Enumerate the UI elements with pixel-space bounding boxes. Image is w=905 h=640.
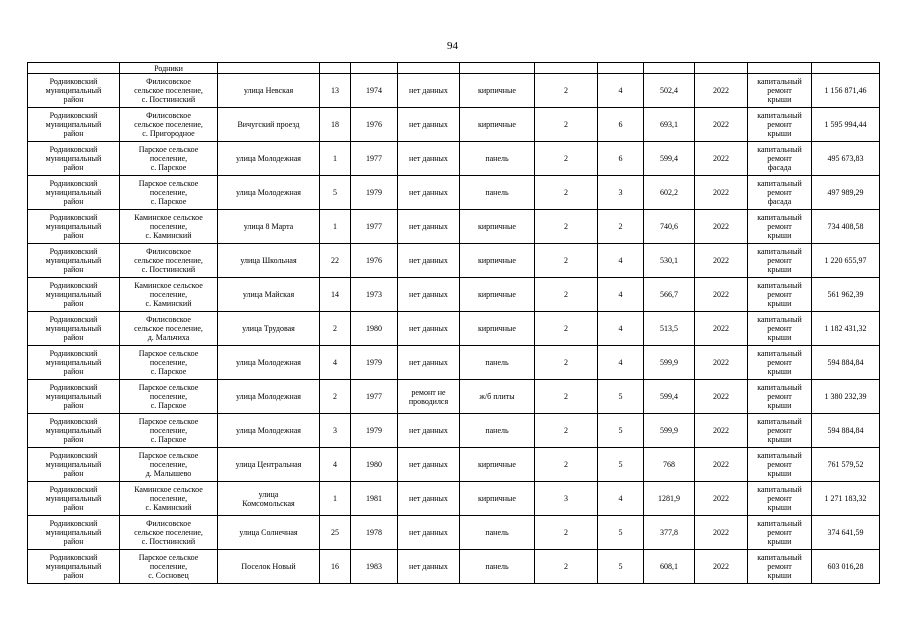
cell-cost: 761 579,52: [812, 448, 880, 482]
cell-cost: 561 962,39: [812, 278, 880, 312]
cell-year: 1977: [351, 380, 398, 414]
table-row: [28, 550, 880, 584]
cell-house: 1: [320, 142, 351, 176]
table-row: [28, 176, 880, 210]
cell-cost: 1 380 232,39: [812, 380, 880, 414]
cell-entrances: 4: [598, 482, 644, 516]
cell-repair-info: нет данных: [398, 550, 460, 584]
cell-repair-info: нет данных: [398, 74, 460, 108]
cell-walls: ж/б плиты: [460, 380, 535, 414]
cell-area: 602,2: [644, 176, 695, 210]
cell-plan-year: 2022: [695, 176, 748, 210]
cell-floors: 2: [535, 244, 598, 278]
cell-repair-info: нет данных: [398, 414, 460, 448]
cell-year: 1979: [351, 414, 398, 448]
cell-work: капитальный ремонт крыши: [748, 244, 812, 278]
table-body: [28, 63, 880, 584]
cell-walls: кирпичные: [460, 108, 535, 142]
cell-settlement: Каминское сельское поселение, с. Каминский: [120, 210, 218, 244]
cell-entrances: 5: [598, 380, 644, 414]
cell-settlement: Парское сельское поселение, с. Парское: [120, 176, 218, 210]
cell-district: Родниковский муниципальный район: [28, 244, 120, 278]
cell-house: 16: [320, 550, 351, 584]
cell-street: улица Невская: [218, 74, 320, 108]
table-row: [28, 346, 880, 380]
cell-floors: 2: [535, 176, 598, 210]
header-cell: [598, 63, 644, 74]
cell-entrances: 3: [598, 176, 644, 210]
cell-floors: 2: [535, 142, 598, 176]
cell-year: 1978: [351, 516, 398, 550]
cell-walls: кирпичные: [460, 482, 535, 516]
cell-district: Родниковский муниципальный район: [28, 108, 120, 142]
cell-cost: 1 220 655,97: [812, 244, 880, 278]
cell-repair-info: нет данных: [398, 210, 460, 244]
cell-walls: панель: [460, 516, 535, 550]
cell-district: Родниковский муниципальный район: [28, 176, 120, 210]
cell-district: Родниковский муниципальный район: [28, 414, 120, 448]
cell-plan-year: 2022: [695, 74, 748, 108]
cell-floors: 2: [535, 278, 598, 312]
table-row: [28, 312, 880, 346]
cell-area: 599,4: [644, 380, 695, 414]
cell-area: 768: [644, 448, 695, 482]
cell-house: 2: [320, 380, 351, 414]
cell-plan-year: 2022: [695, 414, 748, 448]
cell-house: 1: [320, 210, 351, 244]
cell-entrances: 4: [598, 346, 644, 380]
cell-floors: 2: [535, 550, 598, 584]
cell-plan-year: 2022: [695, 380, 748, 414]
cell-settlement: Филисовское сельское поселение, с. Постнинский: [120, 74, 218, 108]
cell-cost: 594 884,84: [812, 414, 880, 448]
cell-floors: 2: [535, 210, 598, 244]
cell-work: капитальный ремонт фасада: [748, 142, 812, 176]
cell-year: 1979: [351, 176, 398, 210]
cell-cost: 497 989,29: [812, 176, 880, 210]
cell-plan-year: 2022: [695, 108, 748, 142]
cell-cost: 603 016,28: [812, 550, 880, 584]
cell-walls: кирпичные: [460, 210, 535, 244]
header-cell: [351, 63, 398, 74]
cell-plan-year: 2022: [695, 448, 748, 482]
table-row: [28, 210, 880, 244]
cell-entrances: 6: [598, 142, 644, 176]
housing-repair-table: [27, 62, 880, 584]
cell-entrances: 6: [598, 108, 644, 142]
cell-plan-year: 2022: [695, 312, 748, 346]
cell-work: капитальный ремонт крыши: [748, 278, 812, 312]
cell-cost: 495 673,83: [812, 142, 880, 176]
cell-cost: 1 182 431,32: [812, 312, 880, 346]
cell-area: 693,1: [644, 108, 695, 142]
cell-repair-info: нет данных: [398, 278, 460, 312]
table-header-row: [28, 63, 880, 74]
cell-walls: кирпичные: [460, 244, 535, 278]
cell-work: капитальный ремонт крыши: [748, 482, 812, 516]
cell-settlement: Парское сельское поселение, с. Сосновец: [120, 550, 218, 584]
header-cell: [28, 63, 120, 74]
cell-settlement: Парское сельское поселение, с. Парское: [120, 142, 218, 176]
cell-plan-year: 2022: [695, 516, 748, 550]
cell-year: 1977: [351, 210, 398, 244]
cell-year: 1974: [351, 74, 398, 108]
cell-walls: кирпичные: [460, 278, 535, 312]
cell-work: капитальный ремонт крыши: [748, 414, 812, 448]
cell-plan-year: 2022: [695, 142, 748, 176]
cell-plan-year: 2022: [695, 550, 748, 584]
header-cell: [644, 63, 695, 74]
cell-street: улица Майская: [218, 278, 320, 312]
cell-settlement: Парское сельское поселение, д. Малышево: [120, 448, 218, 482]
cell-year: 1973: [351, 278, 398, 312]
table-row: [28, 244, 880, 278]
cell-entrances: 2: [598, 210, 644, 244]
cell-district: Родниковский муниципальный район: [28, 142, 120, 176]
table-row: [28, 108, 880, 142]
table-row: [28, 380, 880, 414]
table-row: [28, 482, 880, 516]
cell-work: капитальный ремонт крыши: [748, 312, 812, 346]
cell-entrances: 5: [598, 448, 644, 482]
cell-work: капитальный ремонт крыши: [748, 448, 812, 482]
cell-cost: 1 595 994,44: [812, 108, 880, 142]
cell-year: 1977: [351, 142, 398, 176]
cell-settlement: Филисовское сельское поселение, с. Постнинский: [120, 244, 218, 278]
cell-district: Родниковский муниципальный район: [28, 550, 120, 584]
cell-settlement: Филисовское сельское поселение, с. Постнинский: [120, 516, 218, 550]
cell-house: 5: [320, 176, 351, 210]
cell-street: улица 8 Марта: [218, 210, 320, 244]
table-row: [28, 414, 880, 448]
cell-area: 599,9: [644, 414, 695, 448]
cell-repair-info: нет данных: [398, 176, 460, 210]
cell-settlement: Филисовское сельское поселение, д. Мальчиха: [120, 312, 218, 346]
cell-house: 1: [320, 482, 351, 516]
cell-repair-info: нет данных: [398, 312, 460, 346]
header-cell: [398, 63, 460, 74]
cell-street: Поселок Новый: [218, 550, 320, 584]
cell-walls: кирпичные: [460, 312, 535, 346]
cell-house: 13: [320, 74, 351, 108]
cell-entrances: 4: [598, 278, 644, 312]
cell-floors: 2: [535, 312, 598, 346]
cell-floors: 3: [535, 482, 598, 516]
cell-work: капитальный ремонт крыши: [748, 380, 812, 414]
cell-work: капитальный ремонт крыши: [748, 346, 812, 380]
cell-plan-year: 2022: [695, 278, 748, 312]
cell-work: капитальный ремонт крыши: [748, 550, 812, 584]
cell-settlement: Парское сельское поселение, с. Парское: [120, 414, 218, 448]
cell-settlement: Каминское сельское поселение, с. Каминский: [120, 278, 218, 312]
cell-repair-info: нет данных: [398, 482, 460, 516]
cell-district: Родниковский муниципальный район: [28, 312, 120, 346]
cell-district: Родниковский муниципальный район: [28, 278, 120, 312]
cell-area: 513,5: [644, 312, 695, 346]
table-row: [28, 142, 880, 176]
cell-area: 599,9: [644, 346, 695, 380]
cell-street: улица Школьная: [218, 244, 320, 278]
cell-cost: 1 271 183,32: [812, 482, 880, 516]
cell-house: 25: [320, 516, 351, 550]
cell-district: Родниковский муниципальный район: [28, 346, 120, 380]
cell-area: 599,4: [644, 142, 695, 176]
cell-house: 22: [320, 244, 351, 278]
cell-area: 377,8: [644, 516, 695, 550]
cell-repair-info: ремонт не проводился: [398, 380, 460, 414]
header-cell: [535, 63, 598, 74]
cell-entrances: 5: [598, 414, 644, 448]
cell-walls: панель: [460, 142, 535, 176]
cell-repair-info: нет данных: [398, 346, 460, 380]
cell-repair-info: нет данных: [398, 142, 460, 176]
table-row: [28, 516, 880, 550]
cell-district: Родниковский муниципальный район: [28, 74, 120, 108]
cell-area: 1281,9: [644, 482, 695, 516]
cell-cost: 1 156 871,46: [812, 74, 880, 108]
cell-district: Родниковский муниципальный район: [28, 516, 120, 550]
cell-settlement: Парское сельское поселение, с. Парское: [120, 346, 218, 380]
header-cell: [812, 63, 880, 74]
cell-house: 14: [320, 278, 351, 312]
cell-cost: 594 884,84: [812, 346, 880, 380]
table-row: [28, 278, 880, 312]
cell-entrances: 4: [598, 312, 644, 346]
cell-floors: 2: [535, 448, 598, 482]
cell-entrances: 4: [598, 74, 644, 108]
header-cell: [460, 63, 535, 74]
cell-street: улица Молодежная: [218, 346, 320, 380]
cell-street: улица Молодежная: [218, 142, 320, 176]
cell-area: 530,1: [644, 244, 695, 278]
cell-work: капитальный ремонт крыши: [748, 516, 812, 550]
cell-work: капитальный ремонт крыши: [748, 108, 812, 142]
cell-floors: 2: [535, 380, 598, 414]
cell-year: 1980: [351, 448, 398, 482]
cell-street: улица Молодежная: [218, 414, 320, 448]
cell-district: Родниковский муниципальный район: [28, 448, 120, 482]
header-cell: [218, 63, 320, 74]
cell-plan-year: 2022: [695, 244, 748, 278]
cell-cost: 374 641,59: [812, 516, 880, 550]
cell-work: капитальный ремонт фасада: [748, 176, 812, 210]
cell-district: Родниковский муниципальный район: [28, 210, 120, 244]
cell-area: 740,6: [644, 210, 695, 244]
cell-floors: 2: [535, 108, 598, 142]
cell-repair-info: нет данных: [398, 448, 460, 482]
cell-year: 1979: [351, 346, 398, 380]
cell-floors: 2: [535, 346, 598, 380]
cell-year: 1976: [351, 244, 398, 278]
header-cell: [748, 63, 812, 74]
cell-cost: 734 408,58: [812, 210, 880, 244]
page-number: 94: [447, 40, 458, 52]
cell-walls: кирпичные: [460, 448, 535, 482]
cell-area: 608,1: [644, 550, 695, 584]
cell-year: 1981: [351, 482, 398, 516]
cell-street: улица Центральная: [218, 448, 320, 482]
cell-entrances: 4: [598, 244, 644, 278]
cell-settlement: Каминское сельское поселение, с. Каминский: [120, 482, 218, 516]
cell-street: улица Солнечная: [218, 516, 320, 550]
header-cell: [695, 63, 748, 74]
cell-plan-year: 2022: [695, 482, 748, 516]
cell-walls: панель: [460, 176, 535, 210]
cell-area: 502,4: [644, 74, 695, 108]
cell-district: Родниковский муниципальный район: [28, 380, 120, 414]
table-row: [28, 74, 880, 108]
cell-street: улица Молодежная: [218, 380, 320, 414]
cell-entrances: 5: [598, 550, 644, 584]
header-cell-town: Родники: [120, 63, 218, 74]
cell-year: 1976: [351, 108, 398, 142]
cell-house: 4: [320, 346, 351, 380]
cell-house: 18: [320, 108, 351, 142]
cell-district: Родниковский муниципальный район: [28, 482, 120, 516]
cell-floors: 2: [535, 74, 598, 108]
table-row: [28, 448, 880, 482]
cell-street: улица Молодежная: [218, 176, 320, 210]
cell-walls: панель: [460, 550, 535, 584]
header-cell: [320, 63, 351, 74]
cell-repair-info: нет данных: [398, 108, 460, 142]
cell-entrances: 5: [598, 516, 644, 550]
cell-work: капитальный ремонт крыши: [748, 210, 812, 244]
cell-walls: панель: [460, 346, 535, 380]
cell-street: улица Трудовая: [218, 312, 320, 346]
cell-floors: 2: [535, 414, 598, 448]
cell-settlement: Филисовское сельское поселение, с. Пригородное: [120, 108, 218, 142]
cell-repair-info: нет данных: [398, 244, 460, 278]
cell-house: 4: [320, 448, 351, 482]
cell-walls: кирпичные: [460, 74, 535, 108]
cell-street: Вичугский проезд: [218, 108, 320, 142]
cell-year: 1983: [351, 550, 398, 584]
cell-plan-year: 2022: [695, 210, 748, 244]
cell-walls: панель: [460, 414, 535, 448]
cell-house: 2: [320, 312, 351, 346]
cell-area: 566,7: [644, 278, 695, 312]
cell-settlement: Парское сельское поселение, с. Парское: [120, 380, 218, 414]
cell-plan-year: 2022: [695, 346, 748, 380]
cell-street: улица Комсомольская: [218, 482, 320, 516]
cell-year: 1980: [351, 312, 398, 346]
cell-floors: 2: [535, 516, 598, 550]
cell-house: 3: [320, 414, 351, 448]
cell-work: капитальный ремонт крыши: [748, 74, 812, 108]
cell-repair-info: нет данных: [398, 516, 460, 550]
